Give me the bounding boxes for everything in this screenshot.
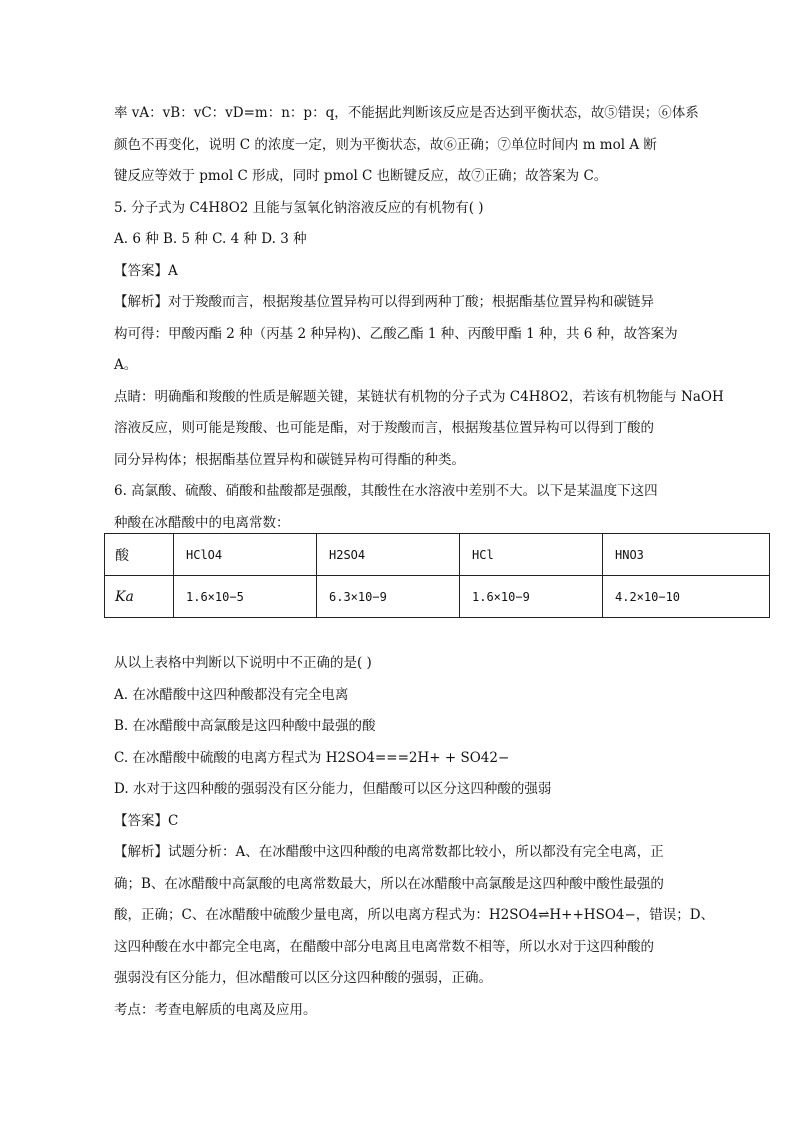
document-body-bottom xyxy=(114,648,715,1026)
table-cell: HNO3 xyxy=(603,534,770,576)
explanation-line: 强弱没有区分能力，但冰醋酸可以区分这四种酸的强弱，正确。 xyxy=(114,970,492,986)
option-b: B. 在冰醋酸中高氯酸是这四种酸中最强的酸 xyxy=(114,718,376,734)
table-cell: 4.2×10−10 xyxy=(603,576,770,618)
table-header-row xyxy=(105,534,770,576)
table-cell: HClO4 xyxy=(174,534,317,576)
tip-line: 同分异构体；根据酯基位置异构和碳链异构可得酯的种类。 xyxy=(114,451,465,468)
answer-label: 【答案】A xyxy=(114,262,178,279)
table-cell: Ka xyxy=(105,576,174,618)
ionization-constant-table xyxy=(104,533,770,618)
table-cell: HCl xyxy=(460,534,603,576)
question-6-stem: 6. 高氯酸、硫酸、硝酸和盐酸都是强酸，其酸性在水溶液中差别不大。以下是某温度下这四 xyxy=(114,483,658,499)
question-6-stem: 种酸在冰醋酸中的电离常数： xyxy=(114,514,290,531)
text-line: 率 vA：vB：vC：vD=m：n：p：q，不能据此判断该反应是否达到平衡状态，故⑤错误；⑥体系 xyxy=(114,105,699,121)
explanation-line: 构可得：甲酸丙酯 2 种（丙基 2 种异构)、乙酸乙酯 1 种、丙酸甲酯 1 种，共 6 种，故答案为 xyxy=(114,325,678,342)
document-body-top xyxy=(114,98,724,539)
table-row xyxy=(105,576,770,618)
question-5-stem: 5. 分子式为 C4H8O2 且能与氢氧化钠溶液反应的有机物有( ) xyxy=(114,199,484,216)
answer-label: 【答案】C xyxy=(114,812,179,829)
option-c: C. 在冰醋酸中硫酸的电离方程式为 H2SO4===2H+ + SO42− xyxy=(114,749,510,766)
explanation-line: 【解析】对于羧酸而言，根据羧基位置异构可以得到两种丁酸；根据酯基位置异构和碳链异 xyxy=(114,294,654,310)
option-d: D. 水对于这四种酸的强弱没有区分能力，但醋酸可以区分这四种酸的强弱 xyxy=(114,781,552,797)
topic-line: 考点：考查电解质的电离及应用。 xyxy=(114,1001,317,1018)
tip-line: 点睛：明确酯和羧酸的性质是解题关键，某链状有机物的分子式为 C4H8O2，若该有机物能与 NaOH xyxy=(114,388,724,405)
text-line: 键反应等效于 pmol C 形成，同时 pmol C 也断键反应，故⑦正确；故答案为 C。 xyxy=(114,168,608,184)
table-cell: 1.6×10−5 xyxy=(174,576,317,618)
explanation-line: A。 xyxy=(114,357,138,373)
option-a: A. 在冰醋酸中这四种酸都没有完全电离 xyxy=(114,686,349,703)
explanation-line: 【解析】试题分析：A、在冰醋酸中这四种酸的电离常数都比较小，所以都没有完全电离，正 xyxy=(114,844,664,860)
table-cell: 酸 xyxy=(105,534,174,576)
table-cell: H2SO4 xyxy=(317,534,460,576)
question-6-prompt: 从以上表格中判断以下说明中不正确的是( ) xyxy=(114,655,372,671)
explanation-line: 确；B、在冰醋酸中高氯酸的电离常数最大，所以在冰醋酸中高氯酸是这四种酸中酸性最强的 xyxy=(114,875,664,892)
tip-line: 溶液反应，则可能是羧酸、也可能是酯，对于羧酸而言，根据羧基位置异构可以得到丁酸的 xyxy=(114,420,654,436)
explanation-line: 这四种酸在水中都完全电离，在醋酸中部分电离且电离常数不相等，所以水对于这四种酸的 xyxy=(114,938,654,955)
explanation-line: 酸，正确；C、在冰醋酸中硫酸少量电离，所以电离方程式为：H2SO4⇌H++HSO4−，错误；D、 xyxy=(114,907,715,923)
question-5-options: A. 6 种 B. 5 种 C. 4 种 D. 3 种 xyxy=(114,231,307,247)
table-cell: 6.3×10−9 xyxy=(317,576,460,618)
table-cell: 1.6×10−9 xyxy=(460,576,603,618)
text-line: 颜色不再变化，说明 C 的浓度一定，则为平衡状态，故⑥正确；⑦单位时间内 m mol A 断 xyxy=(114,136,657,153)
